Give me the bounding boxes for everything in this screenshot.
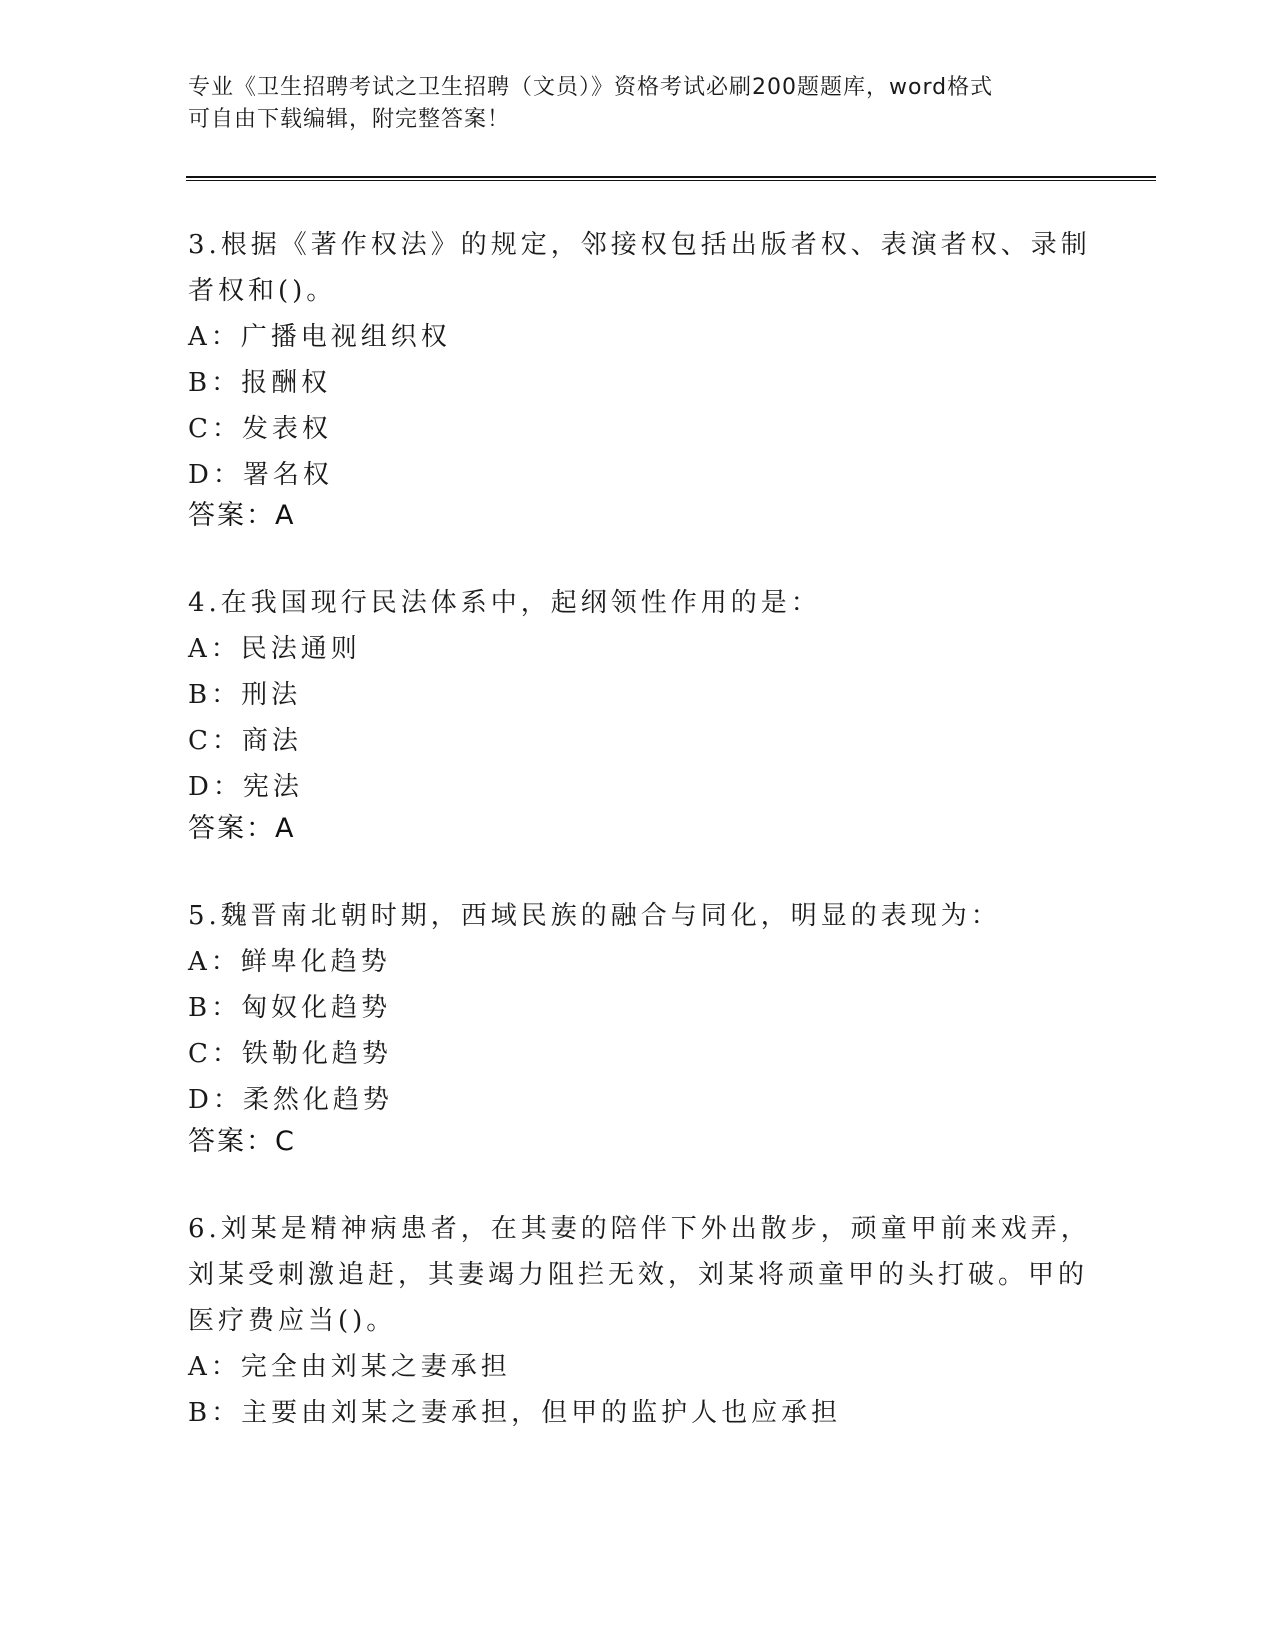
question-stem-line: 医疗费应当()。	[188, 1306, 397, 1336]
option-a: A：广播电视组织权	[188, 322, 451, 352]
question-stem-line: 5.魏晋南北朝时期，西域民族的融合与同化，明显的表现为：	[188, 901, 1001, 931]
option-b: B：匈奴化趋势	[188, 993, 392, 1023]
question-6	[188, 1206, 1091, 1436]
header-line-1: 专业《卫生招聘考试之卫生招聘（文员）》资格考试必刷200题题库，word格式	[188, 75, 994, 100]
question-4	[188, 580, 821, 810]
document-header	[188, 72, 1068, 136]
option-c: C：商法	[188, 726, 302, 756]
option-a: A：鲜卑化趋势	[188, 947, 391, 977]
answer-3: 答案：A	[188, 500, 296, 531]
question-stem-line: 4.在我国现行民法体系中，起纲领性作用的是：	[188, 588, 821, 618]
answer-5: 答案：C	[188, 1126, 296, 1157]
option-b: B：主要由刘某之妻承担，但甲的监护人也应承担	[188, 1398, 842, 1428]
question-stem-line: 刘某受刺激追赶，其妻竭力阻拦无效，刘某将顽童甲的头打破。甲的	[188, 1260, 1089, 1290]
option-b: B：报酬权	[188, 368, 332, 398]
question-5	[188, 893, 1001, 1123]
answer-4: 答案：A	[188, 813, 296, 844]
option-b: B：刑法	[188, 680, 302, 710]
option-d: D：署名权	[188, 460, 333, 490]
question-stem-line: 者权和()。	[188, 276, 337, 306]
question-stem-line: 6.刘某是精神病患者，在其妻的陪伴下外出散步，顽童甲前来戏弄，	[188, 1214, 1091, 1244]
question-3	[188, 222, 1091, 498]
option-c: C：铁勒化趋势	[188, 1039, 392, 1069]
header-divider	[186, 176, 1156, 181]
option-c: C：发表权	[188, 414, 332, 444]
option-a: A：完全由刘某之妻承担	[188, 1352, 511, 1382]
option-a: A：民法通则	[188, 634, 361, 664]
option-d: D：柔然化趋势	[188, 1085, 393, 1115]
option-d: D：宪法	[188, 772, 303, 802]
question-stem-line: 3.根据《著作权法》的规定，邻接权包括出版者权、表演者权、录制	[188, 230, 1091, 260]
header-line-2: 可自由下载编辑，附完整答案！	[188, 107, 511, 132]
